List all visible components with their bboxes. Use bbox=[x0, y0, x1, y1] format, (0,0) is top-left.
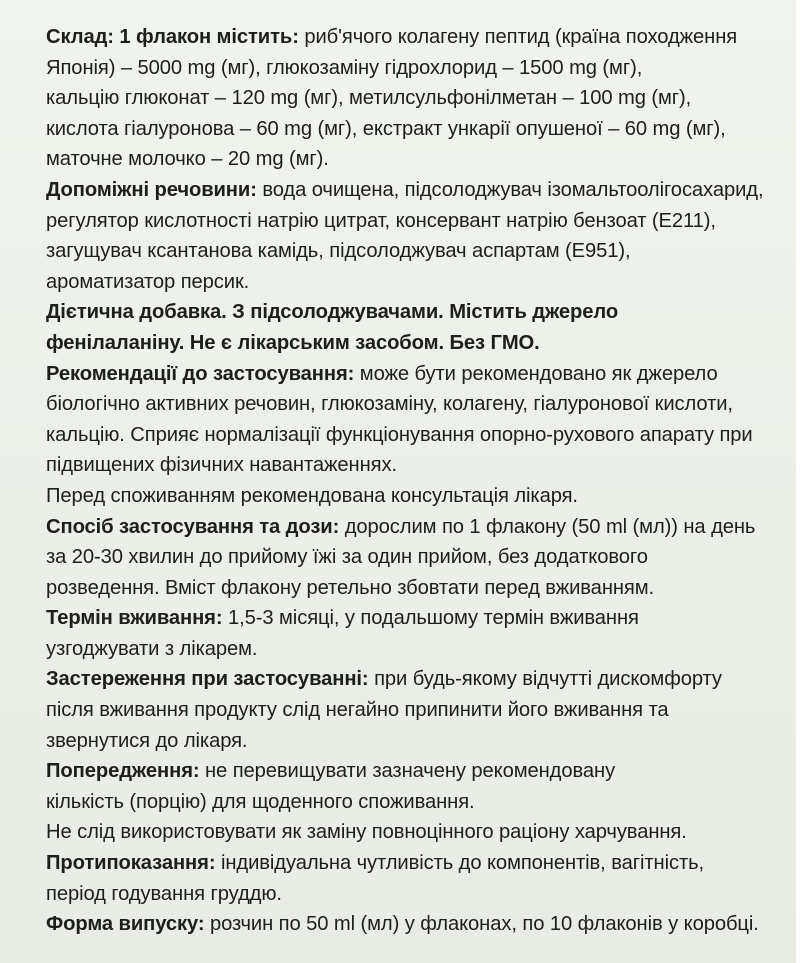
text-line bbox=[46, 726, 780, 757]
section-text: розведення. Вміст флакону ретельно збовтати перед вживанням. bbox=[46, 576, 655, 599]
text-line bbox=[46, 512, 780, 543]
text-line bbox=[46, 267, 780, 298]
text-line bbox=[46, 756, 780, 787]
section-heading: Дієтична добавка. З підсолоджувачами. Містить джерело bbox=[46, 301, 619, 324]
text-line bbox=[46, 114, 780, 145]
section-text: 1,5-3 місяці, у подальшому термін вживання bbox=[222, 607, 639, 630]
section-text: підвищених фізичних навантаженнях. bbox=[46, 454, 397, 477]
text-line bbox=[46, 420, 780, 451]
section-heading: Протипоказання: bbox=[46, 852, 216, 875]
section-heading: Термін вживання: bbox=[46, 607, 223, 630]
text-line bbox=[46, 481, 780, 512]
text-line bbox=[46, 22, 780, 53]
right-edge-strip bbox=[796, 0, 800, 963]
text-line bbox=[46, 328, 780, 359]
text-line bbox=[46, 389, 780, 420]
section-text: вода очищена, підсолоджувач ізомальтоолігосахарид, bbox=[256, 178, 764, 201]
section-supplement-note bbox=[46, 297, 780, 358]
text-line bbox=[46, 787, 780, 818]
section-duration bbox=[46, 603, 780, 664]
text-line bbox=[46, 603, 780, 634]
section-heading: Застереження при застосуванні: bbox=[46, 668, 369, 691]
section-text: дорослим по 1 флакону (50 ml (мл)) на день bbox=[339, 515, 756, 538]
section-heading: Форма випуску: bbox=[46, 913, 205, 936]
section-contraindications bbox=[46, 848, 780, 909]
section-text: кількість (порцію) для щоденного споживання. bbox=[46, 790, 475, 813]
text-line bbox=[46, 634, 780, 665]
section-heading: Попередження: bbox=[46, 760, 200, 783]
text-line bbox=[46, 542, 780, 573]
section-dosage bbox=[46, 512, 780, 604]
text-line bbox=[46, 236, 780, 267]
section-text: розчин по 50 ml (мл) у флаконах, по 10 флаконів у коробці. bbox=[204, 913, 759, 936]
section-text: маточне молочко – 20 mg (мг). bbox=[46, 148, 329, 171]
section-composition bbox=[46, 22, 780, 175]
text-line bbox=[46, 573, 780, 604]
section-heading: Спосіб застосування та дози: bbox=[46, 515, 340, 538]
section-warnings bbox=[46, 756, 780, 817]
section-text: звернутися до лікаря. bbox=[46, 729, 248, 752]
section-text: Не слід використовувати як заміну повноцінного раціону харчування. bbox=[46, 821, 687, 844]
section-text: кальцію глюконат – 120 mg (мг), метилсульфонілметан – 100 mg (мг), bbox=[46, 87, 692, 110]
section-text: Японія) – 5000 mg (мг), глюкозаміну гідрохлорид – 1500 mg (мг), bbox=[46, 56, 643, 79]
section-cautions bbox=[46, 664, 780, 756]
section-text: може бути рекомендовано як джерело bbox=[354, 362, 718, 385]
text-line bbox=[46, 909, 780, 940]
section-text: узгоджувати з лікарем. bbox=[46, 637, 258, 660]
section-heading: Допоміжні речовини: bbox=[46, 178, 257, 201]
section-text: загущувач ксантанова камідь, підсолоджувач аспартам (E951), bbox=[46, 240, 631, 263]
section-heading: фенілаланіну. Не є лікарським засобом. Без ГМО. bbox=[46, 331, 540, 354]
section-text: за 20-30 хвилин до прийому їжі за один прийом, без додаткового bbox=[46, 546, 648, 569]
text-line bbox=[46, 53, 780, 84]
text-line bbox=[46, 297, 780, 328]
section-text: регулятор кислотності натрію цитрат, консервант натрію бензоат (E211), bbox=[46, 209, 716, 232]
section-text: ароматизатор персик. bbox=[46, 270, 250, 293]
section-text: риб'ячого колагену пептид (країна походження bbox=[298, 26, 738, 48]
text-line bbox=[46, 206, 780, 237]
section-text: період годування груддю. bbox=[46, 882, 282, 905]
section-consultation bbox=[46, 481, 780, 512]
section-text: кислота гіалуронова – 60 mg (мг), екстракт ункарії опушеної – 60 mg (мг), bbox=[46, 117, 726, 140]
section-text: не перевищувати зазначену рекомендовану bbox=[199, 760, 616, 783]
text-line bbox=[46, 664, 780, 695]
section-release-form bbox=[46, 909, 780, 940]
section-text: Перед споживанням рекомендована консультація лікаря. bbox=[46, 484, 578, 507]
text-line bbox=[46, 83, 780, 114]
section-text: біологічно активних речовин, глюкозаміну, колагену, гіалуронової кислоти, bbox=[46, 393, 733, 416]
text-line bbox=[46, 144, 780, 175]
section-recommendations bbox=[46, 359, 780, 481]
text-line bbox=[46, 848, 780, 879]
section-text: кальцію. Сприяє нормалізації функціонування опорно-рухового апарату при bbox=[46, 423, 753, 446]
text-line bbox=[46, 175, 780, 206]
text-line bbox=[46, 817, 780, 848]
text-line bbox=[46, 695, 780, 726]
text-line bbox=[46, 879, 780, 910]
section-text: індивідуальна чутливість до компонентів, вагітність, bbox=[215, 852, 705, 875]
section-diet-note bbox=[46, 817, 780, 848]
text-line bbox=[46, 359, 780, 390]
section-text: після вживання продукту слід негайно припинити його вживання та bbox=[46, 699, 669, 722]
section-text: при будь-якому відчутті дискомфорту bbox=[368, 668, 722, 691]
section-heading: Рекомендації до застосування: bbox=[46, 362, 355, 385]
text-line bbox=[46, 450, 780, 481]
section-excipients bbox=[46, 175, 780, 297]
section-heading: Склад: 1 флакон містить: bbox=[46, 26, 299, 48]
